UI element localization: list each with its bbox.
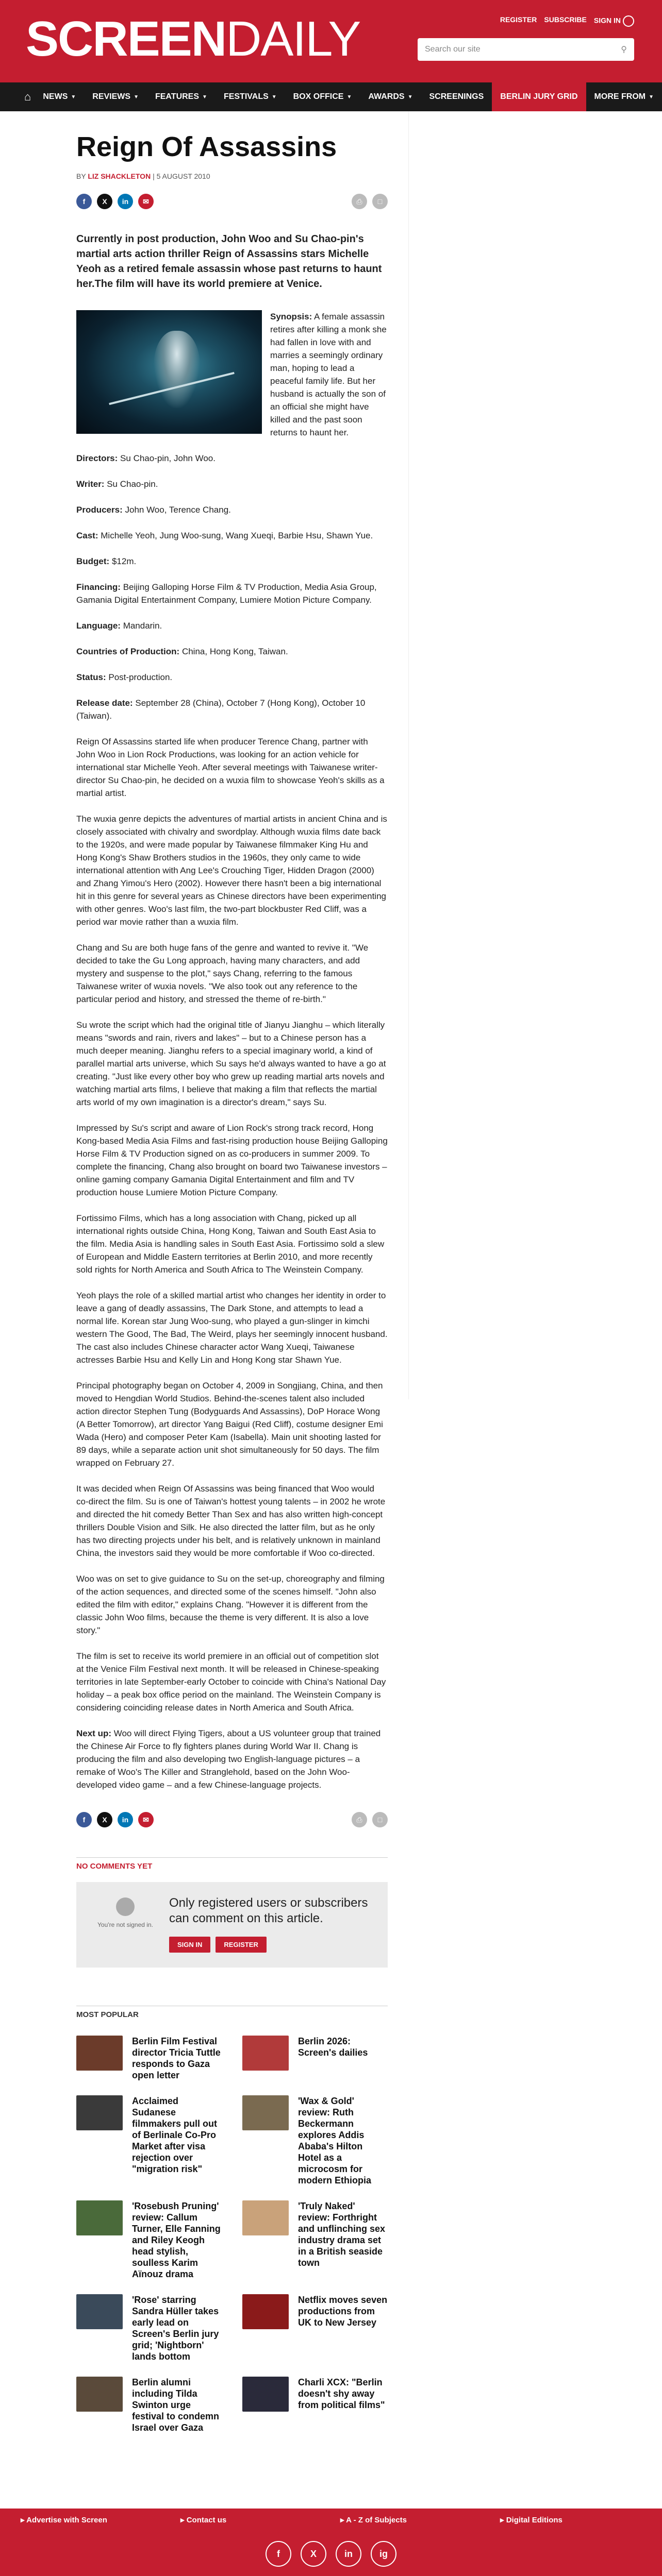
fact-item: Financing: Beijing Galloping Horse Film & TV Production, Media Asia Group, Gamania Digital Entertainment Company, Lumiere Motion Picture Company. bbox=[76, 582, 377, 605]
x-icon[interactable]: X bbox=[97, 194, 112, 209]
popular-item[interactable] bbox=[242, 2377, 388, 2433]
body-paragraph: Fortissimo Films, which has a long association with Chang, picked up all international rights outside China, Hong Kong, Taiwan and South East Asia to the film. Media Asia is handling sales in South East Asia. Fortissimo sold a slew of European and Middle Eastern territories at Berlin 2010, and more recently sold rights for North America and South Africa to The Weinstein Company. bbox=[76, 1213, 385, 1275]
most-popular-heading: MOST POPULAR bbox=[76, 2006, 388, 2019]
byline: BY LIZ SHACKLETON | 5 AUGUST 2010 bbox=[76, 172, 210, 180]
body-paragraph: Yeoh plays the role of a skilled martial artist who changes her identity in order to leave a gang of deadly assassins, The Dark Stone, and attempts to lead a normal life. Korean star Jung Woo-sung, who played a gun-slinger in kimchi western The Good, The Bad, The Weird, plays her seemingly innocent husband. The cast also includes Chinese character actor Wang Xueqi, Taiwanese actresses Barbie Hsu and Kelly Lin and Hong Kong star Shawn Yue. bbox=[76, 1291, 388, 1365]
body-paragraph: The wuxia genre depicts the adventures of martial artists in ancient China and is closely associated with chivalry and swordplay. Although wuxia films date back to the 1920s, and were made popular by Taiwanese filmmaker King Hu and Hong Kong's Shaw Brothers studios in the 1960s, they only came to wide international attention with Ang Lee's Crouching Tiger, Hidden Dragon (2000) and Zhang Yimou's Hero (2002). However there hasn't been a big international hit in this genre for several years as Chinese directors have been experimenting with other genres. Woo's last film, the two-part blockbuster Red Cliff, was a period war movie rather than a wuxia film. bbox=[76, 814, 387, 927]
popular-thumbnail bbox=[242, 2377, 289, 2412]
print-icon[interactable]: ⎙ bbox=[352, 1812, 367, 1827]
article-title: Reign Of Assassins bbox=[76, 131, 337, 162]
fact-item: Countries of Production: China, Hong Kong, Taiwan. bbox=[76, 647, 288, 656]
search-icon[interactable]: ⚲ bbox=[621, 45, 627, 54]
footer-links bbox=[0, 2509, 662, 2531]
chevron-down-icon: ▼ bbox=[134, 94, 139, 100]
subscribe-link[interactable]: SUBSCRIBE bbox=[544, 15, 587, 24]
popular-thumbnail bbox=[76, 2095, 123, 2130]
body-paragraph: It was decided when Reign Of Assassins was being financed that Woo would co-direct the film. Su is one of Taiwan's hottest young talents – in 2002 he wrote and directed the hit comedy Better Than Sex and has also written high-concept thrillers Double Vision and Silk. He also directed the latter film, but as he only has two directing projects under his belt, and is relatively unknown in mainland China, the investors said they would be more comfortable if Woo co-directed. bbox=[76, 1484, 386, 1558]
instagram-icon[interactable]: ig bbox=[371, 2541, 396, 2567]
home-icon[interactable]: ⌂ bbox=[24, 90, 31, 103]
chevron-down-icon: ▼ bbox=[649, 94, 654, 100]
user-icon bbox=[623, 15, 634, 27]
popular-item[interactable] bbox=[242, 2200, 388, 2280]
fact-item: Status: Post-production. bbox=[76, 672, 173, 682]
bookmark-icon[interactable]: □ bbox=[372, 194, 388, 209]
footer-link-a-z[interactable]: ▸ A - Z of Subjects bbox=[340, 2516, 407, 2524]
body-paragraph: Chang and Su are both huge fans of the genre and wanted to revive it. "We decided to take the Gu Long approach, having many characters, and add mystery and suspense to the plot," says Chang, referring to the famous Taiwanese writer of wuxia novels. "We also took out any reference to the particular period and history, and stressed the theme of re-birth." bbox=[76, 943, 369, 1004]
fact-item: Budget: $12m. bbox=[76, 556, 137, 566]
body-paragraph: Su wrote the script which had the original title of Jianyu Jianghu – which literally means "swords and rain, rivers and lakes" – but to a Chinese person has a much deeper meaning. Jianghu refers to a special imaginary world, a kind of parallel martial arts universe, which Su says he'd always wanted to have a go at creating. "Just like every other boy who grew up reading martial arts novels and watching martial arts films, I believe that making a film that reflects the martial arts world of my own imagination is a director's dream," says Su. bbox=[76, 1020, 386, 1107]
facebook-icon[interactable]: f bbox=[76, 1812, 92, 1827]
nav-item-awards[interactable]: AWARDS ▼ bbox=[368, 92, 413, 101]
site-logo[interactable]: SCREENDAILY bbox=[26, 11, 360, 66]
sidebar bbox=[408, 111, 662, 1399]
popular-thumbnail bbox=[76, 2036, 123, 2071]
x-icon[interactable]: X bbox=[97, 1812, 112, 1827]
popular-thumbnail bbox=[242, 2095, 289, 2130]
popular-title: Charli XCX: "Berlin doesn't shy away from political films" bbox=[298, 2377, 385, 2410]
popular-item[interactable] bbox=[242, 2294, 388, 2362]
linkedin-icon[interactable]: in bbox=[118, 1812, 133, 1827]
sign-in-button[interactable]: SIGN IN bbox=[169, 1937, 210, 1953]
article-date: 5 AUGUST 2010 bbox=[156, 172, 210, 180]
popular-title: 'Truly Naked' review: Forthright and unflinching sex industry drama set in a British seaside town bbox=[298, 2201, 386, 2268]
popular-thumbnail bbox=[76, 2200, 123, 2235]
nav-item-news[interactable]: NEWS ▼ bbox=[43, 92, 76, 101]
comments-heading: NO COMMENTS YET bbox=[76, 1857, 388, 1871]
popular-thumbnail bbox=[242, 2294, 289, 2329]
avatar-icon bbox=[116, 1897, 135, 1916]
popular-title: Netflix moves seven productions from UK to New Jersey bbox=[298, 2295, 388, 2328]
article-body bbox=[76, 735, 388, 1714]
popular-title: Berlin 2026: Screen's dailies bbox=[298, 2036, 368, 2058]
site-header bbox=[0, 0, 662, 82]
fact-item: Directors: Su Chao-pin, John Woo. bbox=[76, 453, 216, 463]
next-up-paragraph: Next up: Woo will direct Flying Tigers, about a US volunteer group that trained the Chinese Air Force to fly fighters planes during World War II. Chang is producing the film and also developing two English-language pictures – a remake of Woo's The Killer and Stranglehold, based on the John Woo-developed video game – and a few Chinese-language projects. bbox=[76, 1728, 381, 1790]
fact-item: Writer: Su Chao-pin. bbox=[76, 479, 158, 489]
popular-item[interactable] bbox=[76, 2036, 222, 2081]
facebook-icon[interactable]: f bbox=[266, 2541, 291, 2567]
popular-item[interactable] bbox=[76, 2377, 222, 2433]
main-nav bbox=[0, 82, 662, 111]
nav-item-screenings[interactable]: SCREENINGS bbox=[429, 92, 484, 101]
search-input[interactable]: Search our site ⚲ bbox=[418, 38, 634, 61]
popular-title: Berlin alumni including Tilda Swinton urge festival to condemn Israel over Gaza bbox=[132, 2377, 220, 2433]
fact-item: Release date: September 28 (China), October 7 (Hong Kong), October 10 (Taiwan). bbox=[76, 698, 366, 721]
register-button[interactable]: REGISTER bbox=[216, 1937, 266, 1953]
fact-item: Language: Mandarin. bbox=[76, 621, 162, 631]
register-link[interactable]: REGISTER bbox=[500, 15, 537, 24]
email-icon[interactable]: ✉ bbox=[138, 1812, 154, 1827]
print-icon[interactable]: ⎙ bbox=[352, 194, 367, 209]
popular-thumbnail bbox=[76, 2294, 123, 2329]
nav-item-festivals[interactable]: FESTIVALS ▼ bbox=[223, 92, 277, 101]
top-links bbox=[500, 15, 634, 27]
not-signed-in-text: You're not signed in. bbox=[97, 1921, 153, 1928]
fact-item: Cast: Michelle Yeoh, Jung Woo-sung, Wang Xueqi, Barbie Hsu, Shawn Yue. bbox=[76, 531, 373, 540]
chevron-down-icon: ▼ bbox=[346, 94, 352, 100]
linkedin-icon[interactable]: in bbox=[336, 2541, 361, 2567]
popular-item[interactable] bbox=[76, 2095, 222, 2186]
nav-item-features[interactable]: FEATURES ▼ bbox=[155, 92, 207, 101]
fact-list bbox=[76, 452, 388, 722]
bookmark-icon[interactable]: □ bbox=[372, 1812, 388, 1827]
nav-item-berlin-jury-grid[interactable]: BERLIN JURY GRID bbox=[492, 82, 586, 111]
main-area bbox=[0, 111, 662, 2433]
footer-link-advertise[interactable]: ▸ Advertise with Screen bbox=[21, 2516, 107, 2524]
share-bar bbox=[76, 194, 388, 209]
nav-item-reviews[interactable]: REVIEWS ▼ bbox=[92, 92, 139, 101]
body-paragraph: Woo was on set to give guidance to Su on the set-up, choreography and filming of the action sequences, and directed some of the scenes himself. "John also edited the film with editor," explains Chang. "However it is different from the classic John Woo films, because the theme is very different. It is also a love story." bbox=[76, 1574, 385, 1635]
body-paragraph: The film is set to receive its world premiere in an official out of competition slot at the Venice Film Festival next month. It will be released in Chinese-speaking territories in late September-early October to coincide with China's National Day holiday – a peak box office period on the mainland. The Weinstein Company is considering coinciding release dates in North America and South Africa. bbox=[76, 1651, 386, 1713]
popular-thumbnail bbox=[242, 2200, 289, 2235]
chevron-down-icon: ▼ bbox=[407, 94, 413, 100]
article bbox=[76, 111, 388, 2433]
chevron-down-icon: ▼ bbox=[271, 94, 277, 100]
popular-title: 'Rosebush Pruning' review: Callum Turner, Elle Fanning and Riley Keogh head stylish, soulless Karim Aïnouz drama bbox=[132, 2201, 221, 2279]
footer-link-digital-editions[interactable]: ▸ Digital Editions bbox=[500, 2516, 562, 2524]
body-paragraph: Impressed by Su's script and aware of Lion Rock's strong track record, Hong Kong-based Media Asia Films and fast-rising production house Beijing Galloping Horse Film & TV Production signed on as co-producers in summer 2009. To complete the financing, Chang also brought on board two Taiwanese investors – online gaming company Gamania Digital Entertainment and film and TV production house Lumiere Motion Picture Company. bbox=[76, 1123, 388, 1197]
share-bar-bottom bbox=[76, 1812, 388, 1827]
popular-item[interactable] bbox=[76, 2200, 222, 2280]
body-paragraph: Reign Of Assassins started life when producer Terence Chang, partner with John Woo in Lion Rock Productions, was looking for an action vehicle for international star Michelle Yeoh. After several meetings with Taiwanese writer-director Su Chao-pin, he decided on a wuxia film to showcase Yeoh's skills as a martial artist. bbox=[76, 737, 385, 798]
email-icon[interactable]: ✉ bbox=[138, 194, 154, 209]
standfirst: Currently in post production, John Woo and Su Chao-pin's martial arts action thriller Reign of Assassins stars Michelle Yeoh as a retired female assassin whose past returns to haunt her.The film will have its world premiere at Venice. bbox=[76, 233, 382, 290]
footer-social bbox=[0, 2531, 662, 2576]
body-paragraph: Principal photography began on October 4, 2009 in Songjiang, China, and then moved to Hengdian World Studios. Behind-the-scenes talent also included action director Stephen Tung (Bodyguards And Assassins), DoP Horace Wong (A Better Tomorrow), art director Yang Baigui (Red Cliff), costume designer Emi Wada (Hero) and composer Peter Kam (Isabella). Main unit shooting lasted for 89 days, while a separate action unit shot simultaneously for 50 days. The film wrapped on February 27. bbox=[76, 1381, 383, 1468]
popular-title: 'Wax & Gold' review: Ruth Beckermann explores Addis Ababa's Hilton Hotel as a microcosm for modern Ethiopia bbox=[298, 2096, 372, 2185]
linkedin-icon[interactable]: in bbox=[118, 194, 133, 209]
popular-item[interactable] bbox=[242, 2036, 388, 2081]
popular-title: 'Rose' starring Sandra Hüller takes early lead on Screen's Berlin jury grid; 'Nightborn' lands bottom bbox=[132, 2295, 219, 2362]
x-icon[interactable]: X bbox=[301, 2541, 326, 2567]
chevron-down-icon: ▼ bbox=[202, 94, 207, 100]
popular-thumbnail bbox=[242, 2036, 289, 2071]
popular-item[interactable] bbox=[76, 2294, 222, 2362]
comment-message: Only registered users or subscribers can comment on this article. bbox=[169, 1896, 368, 1925]
comment-signin-box bbox=[76, 1882, 388, 1968]
most-popular-grid bbox=[76, 2036, 388, 2433]
popular-title: Berlin Film Festival director Tricia Tuttle responds to Gaza open letter bbox=[132, 2036, 221, 2080]
synopsis: Synopsis: A female assassin retires after killing a monk she had fallen in love with and marries a seemingly ordinary man, hoping to lead a peaceful family life. But her husband is actually the son of an official she might have killed and the past soon returns to haunt her. bbox=[270, 312, 387, 437]
chevron-down-icon: ▼ bbox=[71, 94, 76, 100]
media-block bbox=[76, 310, 388, 439]
nav-item-more-from[interactable]: MORE FROM ▼ bbox=[594, 92, 654, 101]
sign-in-link[interactable]: SIGN IN bbox=[594, 15, 634, 27]
popular-thumbnail bbox=[76, 2377, 123, 2412]
fact-item: Producers: John Woo, Terence Chang. bbox=[76, 505, 231, 515]
footer-link-contact[interactable]: ▸ Contact us bbox=[180, 2516, 227, 2524]
facebook-icon[interactable]: f bbox=[76, 194, 92, 209]
popular-title: Acclaimed Sudanese filmmakers pull out of Berlinale Co-Pro Market after visa rejection over "migration risk" bbox=[132, 2096, 218, 2174]
author-link[interactable]: LIZ SHACKLETON bbox=[88, 172, 151, 180]
popular-item[interactable] bbox=[242, 2095, 388, 2186]
film-still-image bbox=[76, 310, 262, 434]
nav-item-box-office[interactable]: BOX OFFICE ▼ bbox=[293, 92, 352, 101]
